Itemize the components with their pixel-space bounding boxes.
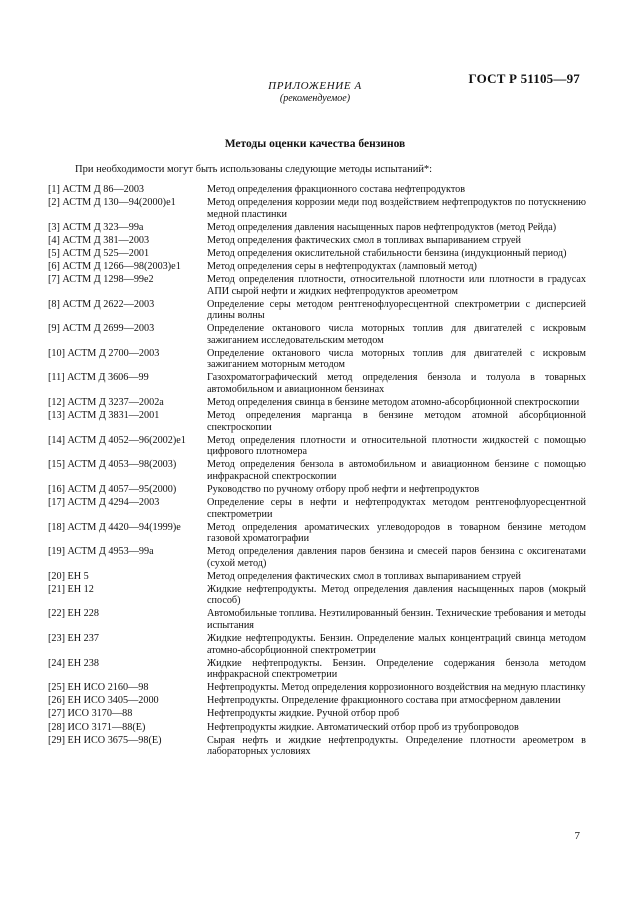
reference-description: Метод определения серы в нефтепродуктах (ламповый метод)	[207, 260, 477, 272]
reference-item	[48, 459, 586, 482]
reference-description: Определение серы методом рентгенофлуоресцентной спектрометрии с дисперсией длины волны	[207, 298, 586, 322]
appendix-label: ПРИЛОЖЕНИЕ А	[268, 80, 362, 92]
reference-description: Метод определения фактических смол в топливах выпариванием струей	[207, 570, 522, 582]
reference-description: Нефтепродукты. Метод определения коррозионного воздействия на медную пластинку	[207, 682, 586, 694]
reference-item	[48, 571, 586, 583]
reference-code: [16] АСТМ Д 4057—95(2000)	[48, 483, 177, 495]
reference-item	[48, 248, 586, 260]
reference-description: Метод определения бензола в автомобильном и авиационном бензине с помощью инфракрасной спектроскопии	[207, 459, 586, 482]
reference-description: Нефтепродукты жидкие. Ручной отбор проб	[207, 708, 400, 720]
intro-paragraph: При необходимости могут быть использованы следующие методы испытаний*:	[75, 164, 433, 175]
reference-description: Метод определения фактических смол в топливах выпариванием струей	[207, 234, 522, 246]
reference-code: [19] АСТМ Д 4953—99а	[48, 546, 154, 558]
reference-item	[48, 522, 586, 545]
reference-code: [15] АСТМ Д 4053—98(2003)	[48, 459, 177, 471]
reference-item	[48, 584, 586, 607]
reference-item	[48, 682, 586, 694]
reference-code: [22] ЕН 228	[48, 608, 99, 620]
reference-code: [12] АСТМ Д 3237—2002а	[48, 397, 164, 409]
reference-item	[48, 722, 586, 734]
reference-code: [10] АСТМ Д 2700—2003	[48, 347, 160, 359]
reference-item	[48, 274, 586, 297]
section-title: Методы оценки качества бензинов	[224, 138, 406, 150]
reference-item	[48, 348, 586, 371]
reference-item	[48, 658, 586, 681]
reference-code: [9] АСТМ Д 2699—2003	[48, 323, 155, 335]
reference-item	[48, 708, 586, 720]
standard-designation: ГОСТ Р 51105—97	[468, 71, 580, 86]
reference-code: [27] ИСО 3170—88	[48, 708, 133, 720]
reference-item	[48, 695, 586, 707]
reference-code: [7] АСТМ Д 1298—99е2	[48, 274, 154, 286]
reference-item	[48, 633, 586, 656]
reference-description: Автомобильные топлива. Неэтилированный бензин. Технические требования и методы испытания	[207, 608, 586, 631]
reference-code: [14] АСТМ Д 4052—96(2002)е1	[48, 434, 186, 446]
reference-item	[48, 261, 586, 273]
reference-item	[48, 197, 586, 220]
reference-item	[48, 435, 586, 458]
reference-code: [1] АСТМ Д 86—2003	[48, 184, 145, 195]
reference-item	[48, 323, 586, 346]
reference-description: Жидкие нефтепродукты. Метод определения давления насыщенных паров (мокрый способ)	[207, 583, 586, 607]
reference-description: Метод определения ароматических углеводородов в товарном бензине методом газовой хроматографии	[207, 521, 586, 545]
reference-code: [3] АСТМ Д 323—99а	[48, 221, 144, 233]
reference-description: Метод определения свинца в бензине методом атомно-абсорбционной спектроскопии	[207, 397, 580, 409]
reference-list	[48, 184, 586, 759]
reference-item	[48, 410, 586, 433]
reference-description: Метод определения плотности и относительной плотности жидкостей с помощью цифрового плотномера	[207, 434, 586, 458]
reference-description: Метод определения окислительной стабильности бензина (индукционный период)	[207, 247, 567, 259]
reference-code: [28] ИСО 3171—88(Е)	[48, 721, 146, 733]
reference-description: Метод определения давления паров бензина и смесей паров бензина с оксигенатами (сухой метод)	[207, 546, 586, 569]
reference-item	[48, 299, 586, 322]
reference-code: [4] АСТМ Д 381—2003	[48, 234, 150, 246]
reference-code: [23] ЕН 237	[48, 633, 99, 645]
reference-description: Метод определения фракционного состава нефтепродуктов	[207, 184, 466, 195]
reference-description: Метод определения давления насыщенных паров нефтепродуктов (метод Рейда)	[207, 221, 557, 233]
reference-description: Метод определения марганца в бензине методом атомной абсорбционной спектроскопии	[207, 410, 586, 433]
reference-code: [8] АСТМ Д 2622—2003	[48, 298, 155, 310]
reference-code: [18] АСТМ Д 4420—94(1999)е	[48, 521, 181, 533]
appendix-status: (рекомендуемое)	[279, 93, 351, 104]
reference-code: [6] АСТМ Д 1266—98(2003)е1	[48, 260, 181, 272]
reference-code: [24] ЕН 238	[48, 657, 99, 669]
page-number: 7	[574, 830, 580, 842]
reference-code: [29] ЕН ИСО 3675—98(Е)	[48, 734, 162, 746]
reference-description: Нефтепродукты жидкие. Автоматический отбор проб из трубопроводов	[207, 721, 519, 733]
reference-item	[48, 497, 586, 520]
reference-code: [2] АСТМ Д 130—94(2000)е1	[48, 197, 176, 209]
reference-item	[48, 735, 586, 758]
reference-description: Жидкие нефтепродукты. Бензин. Определение содержания бензола методом инфракрасной спектрометрии	[207, 657, 586, 681]
reference-code: [20] ЕН 5	[48, 570, 89, 582]
reference-item	[48, 222, 586, 234]
reference-item	[48, 372, 586, 395]
reference-code: [17] АСТМ Д 4294—2003	[48, 497, 160, 508]
reference-item	[48, 235, 586, 247]
reference-description: Определение октанового числа моторных топлив для двигателей с искровым зажиганием исследовательским методом	[207, 323, 586, 346]
reference-item	[48, 184, 586, 196]
reference-description: Сырая нефть и жидкие нефтепродукты. Определение плотности ареометром в лабораторных условиях	[207, 734, 586, 758]
reference-code: [21] ЕН 12	[48, 583, 94, 595]
reference-code: [13] АСТМ Д 3831—2001	[48, 410, 160, 422]
reference-code: [5] АСТМ Д 525—2001	[48, 247, 150, 259]
reference-code: [11] АСТМ Д 3606—99	[48, 372, 149, 384]
reference-description: Газохроматографический метод определения бензола и толуола в товарных автомобильном и авиационном бензинах	[207, 372, 586, 395]
reference-description: Определение октанового числа моторных топлив для двигателей с искровым зажиганием моторным методом	[207, 347, 586, 371]
reference-item	[48, 608, 586, 631]
reference-description: Метод определения коррозии меди под воздействием нефтепродуктов по потускнению медной пластинки	[207, 197, 586, 220]
reference-description: Определение серы в нефти и нефтепродуктах методом рентгенофлуоресцентной спектрометрии	[207, 497, 586, 520]
reference-code: [26] ЕН ИСО 3405—2000	[48, 695, 159, 707]
reference-description: Нефтепродукты. Определение фракционного состава при атмосферном давлении	[207, 695, 561, 707]
reference-description: Жидкие нефтепродукты. Бензин. Определение малых концентраций свинца методом атомно-абсорбционной спектрометрии	[207, 633, 586, 656]
reference-description: Руководство по ручному отбору проб нефти и нефтепродуктов	[207, 483, 480, 495]
reference-code: [25] ЕН ИСО 2160—98	[48, 682, 149, 694]
reference-item	[48, 546, 586, 569]
reference-item	[48, 484, 586, 496]
reference-description: Метод определения плотности, относительной плотности или плотности в градусах АПИ сырой нефти и жидких нефтепродуктов ареометром	[207, 274, 586, 297]
reference-item	[48, 397, 586, 409]
